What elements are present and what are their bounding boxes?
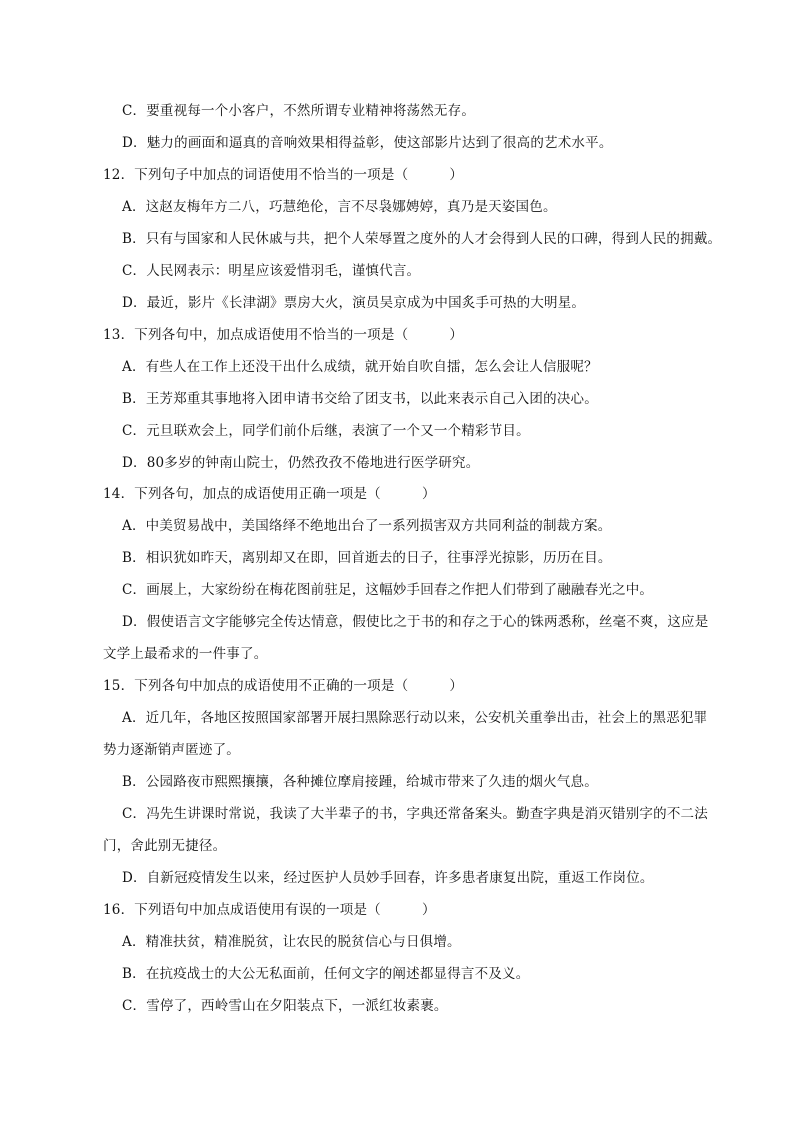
option-14a: A．中美贸易战中，美国络绎不绝地出台了一系列损害双方共同利益的制裁方案。 bbox=[122, 518, 612, 534]
option-16c: C．雪停了，西岭雪山在夕阳装点下，一派红妆素裹。 bbox=[122, 998, 448, 1014]
option-15a: A．近几年，各地区按照国家部署开展扫黑除恶行动以来，公安机关重拳出击，社会上的黑恶犯罪 bbox=[122, 710, 708, 726]
option-14c: C．画展上，大家纷纷在梅花图前驻足，这幅妙手回春之作把人们带到了融融春光之中。 bbox=[122, 582, 654, 598]
option-16a: A．精准扶贫，精准脱贫，让农民的脱贫信心与日俱增。 bbox=[122, 934, 461, 950]
question-15: 15．下列各句中加点的成语使用不正确的一项是（ ） bbox=[103, 678, 464, 694]
option-13d: D．80多岁的钟南山院士，仍然孜孜不倦地进行医学研究。 bbox=[122, 455, 480, 471]
option-11c: C．要重视每一个小客户，不然所谓专业精神将荡然无存。 bbox=[122, 103, 476, 119]
option-15a-continued: 势力逐渐销声匿迹了。 bbox=[103, 742, 240, 758]
option-15b: B．公园路夜市熙熙攘攘，各种摊位摩肩接踵，给城市带来了久违的烟火气息。 bbox=[122, 774, 598, 790]
option-11d: D．魅力的画面和逼真的音响效果相得益彰，使这部影片达到了很高的艺术水平。 bbox=[122, 135, 613, 151]
question-14: 14．下列各句，加点的成语使用正确一项是（ ） bbox=[103, 486, 436, 502]
option-12c: C．人民网表示：明星应该爱惜羽毛，谨慎代言。 bbox=[122, 263, 421, 279]
option-14b: B．相识犹如昨天，离别却又在即，回首逝去的日子，往事浮光掠影，历历在目。 bbox=[122, 550, 612, 566]
option-12d: D．最近，影片《长津湖》票房大火，演员吴京成为中国炙手可热的大明星。 bbox=[122, 295, 586, 311]
option-15c-continued: 门，舍此别无捷径。 bbox=[103, 838, 227, 854]
option-15d: D．自新冠疫情发生以来，经过医护人员妙手回春，许多患者康复出院，重返工作岗位。 bbox=[122, 870, 654, 886]
option-14d: D．假使语言文字能够完全传达情意，假使比之于书的和存之于心的铢两悉称，丝毫不爽，这应是 bbox=[122, 614, 709, 630]
option-12b: B．只有与国家和人民休戚与共，把个人荣辱置之度外的人才会得到人民的口碑，得到人民的拥戴。 bbox=[122, 231, 722, 247]
question-12: 12．下列句子中加点的词语使用不恰当的一项是（ ） bbox=[103, 167, 464, 183]
option-14d-continued: 文学上最希求的一件事了。 bbox=[103, 646, 268, 662]
question-16: 16．下列语句中加点成语使用有误的一项是（ ） bbox=[103, 902, 436, 918]
option-15c: C．冯先生讲课时常说，我读了大半辈子的书，字典还常备案头。勤查字典是消灭错别字的不二法 bbox=[122, 806, 708, 822]
option-16b: B．在抗疫战士的大公无私面前，任何文字的阐述都显得言不及义。 bbox=[122, 966, 530, 982]
option-13c: C．元旦联欢会上，同学们前仆后继，表演了一个又一个精彩节目。 bbox=[122, 423, 530, 439]
option-13a: A．有些人在工作上还没干出什么成绩，就开始自吹自擂，怎么会让人信服呢？ bbox=[122, 359, 598, 375]
option-13b: B．王芳郑重其事地将入团申请书交给了团支书，以此来表示自己入团的决心。 bbox=[122, 391, 598, 407]
option-12a: A．这赵友梅年方二八，巧慧绝伦，言不尽袅娜娉婷，真乃是天姿国色。 bbox=[122, 199, 557, 215]
question-13: 13．下列各句中，加点成语使用不恰当的一项是（ ） bbox=[103, 327, 464, 343]
